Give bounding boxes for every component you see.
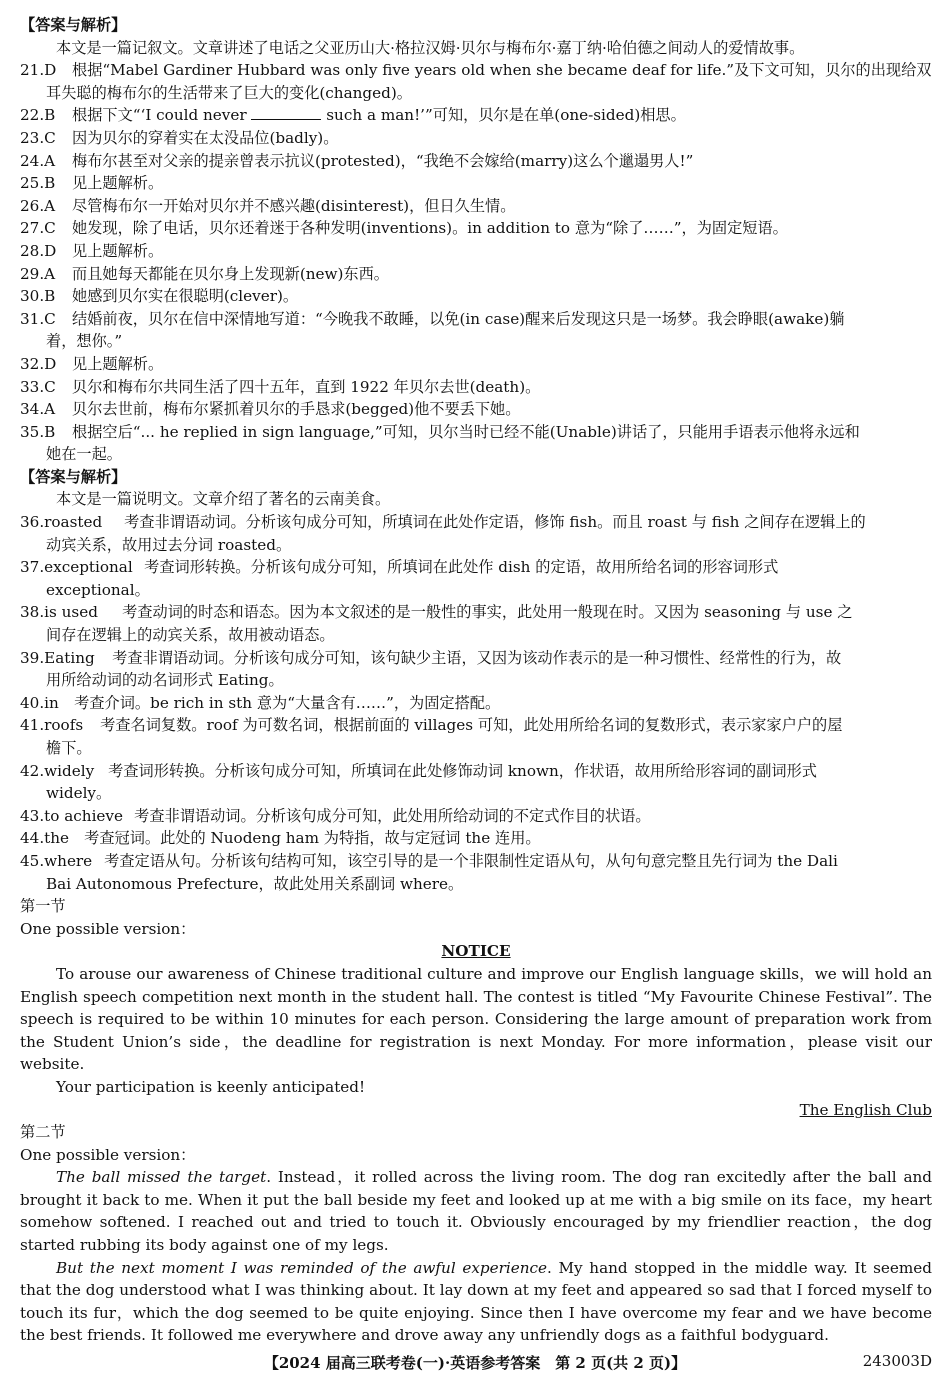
item-number: 26. [20,196,45,215]
answer-item-27 [20,217,932,240]
item-answer: C [44,128,56,147]
item-number: 27. [20,219,45,238]
item-explanation: 她感到贝尔实在很聪明(clever)。 [72,287,299,306]
item-answer: B [44,287,56,306]
item-number: 43. [20,806,45,825]
section1-answer-list [20,59,932,466]
answer-item-34 [20,398,932,421]
item-answer: A [44,400,56,419]
answer-item-42 [20,760,932,783]
item-answer: D [44,61,57,80]
answer-item-23 [20,127,932,150]
section2-heading: 【答案与解析】 [20,467,127,486]
item-explanation: 考查词形转换。分析该句成分可知，所填词在此处修饰动词 known，作状语，故用所给形容词的副词形式 [108,761,817,780]
item-number: 21. [20,61,45,80]
answer-item-40 [20,692,932,715]
item-answer: A [44,151,56,170]
item-explanation: 见上题解析。 [72,174,164,193]
item-continuation: 檐下。 [46,739,92,757]
item-explanation: 考查词形转换。分析该句成分可知，所填词在此处作 dish 的定语，故用所给名词的形容词形式 [144,558,779,577]
answer-item-29 [20,263,932,286]
item-number: 41. [20,716,45,735]
item-answer: where [44,851,93,870]
item-number: 24. [20,151,45,170]
item-explanation: 结婚前夜，贝尔在信中深情地写道：“今晚我不敢睡，以免(in case)醒来后发现这只是一场梦。我会睁眼(awake)躺 [72,309,845,328]
answer-item-24 [20,150,932,173]
story-body [20,1166,932,1347]
answer-item-45 [20,850,932,873]
item-explanation: 根据空后“... he replied in sign language,”可知，贝尔当时已经不能(Unable)讲话了，只能用手语表示他将永远和 [72,422,860,441]
item-answer: in [44,693,59,712]
item-continuation: 用所给动词的动名词形式 Eating。 [46,671,284,690]
item-number: 22. [20,106,45,125]
answer-item-44 [20,827,932,850]
item-explanation: 考查动词的时态和语态。因为本文叙述的是一般性的事实，此处用一般现在时。又因为 seasoning 与 use 之 [122,603,853,622]
answer-item-43 [20,805,932,828]
item-number: 31. [20,309,45,328]
notice-closing: Your participation is keenly anticipated! [56,1077,366,1096]
item-explanation: 尽管梅布尔一开始对贝尔并不感兴趣(disinterest)，但日久生情。 [72,196,516,215]
item-number: 28. [20,241,45,260]
item-answer: B [44,422,56,441]
item-answer: B [44,174,56,193]
item-continuation: Bai Autonomous Prefecture，故此处用关系副词 where。 [46,874,464,893]
answer-item-26 [20,195,932,218]
section1-intro: 本文是一篇记叙文。文章讲述了电话之父亚历山大·格拉汉姆·贝尔与梅布尔·嘉丁纳·哈伯德之间动人的爱情故事。 [56,38,805,57]
item-answer: D [44,354,57,373]
item-number: 45. [20,851,45,870]
answer-item-33 [20,376,932,399]
answer-item-35 [20,421,932,444]
item-continuation: widely。 [46,784,112,803]
item-number: 35. [20,422,45,441]
item-explanation: 见上题解析。 [72,354,164,373]
answer-item-41 [20,714,932,737]
item-explanation: 考查非谓语动词。分析该句成分可知，该句缺少主语，又因为该动作表示的是一种习惯性、经常性的行为，故 [112,648,842,667]
item-number: 42. [20,761,45,780]
item-continuation: 间存在逻辑上的动宾关系，故用被动语态。 [46,626,335,645]
item-answer: exceptional [44,558,133,577]
item-continuation: 动宾关系，故用过去分词 roasted。 [46,535,292,554]
item-answer: roasted [44,513,103,532]
story-paragraph-2: But the next moment I was reminded of the awful experience. My hand stopped in the middle way. It seemed that the dog understood what I was thinking about. It lay down at my feet and appeared so sad that I forced myself to touch its fur，which the dog seemed to be quite enjoying. Since then I have overcome my fear and we have become the best friends. It followed me everywhere and drove away any unfriendly dogs as a faithful bodyguard. [20,1258,932,1345]
item-number: 29. [20,264,45,283]
item-answer: C [44,219,56,238]
item-answer: C [44,309,56,328]
item-number: 30. [20,287,45,306]
notice-body [20,963,932,1099]
answer-item-25 [20,172,932,195]
item-explanation: 考查冠词。此处的 Nuodeng ham 为特指，故与定冠词 the 连用。 [84,829,541,848]
item-continuation: 着，想你。” [46,332,123,351]
writing2-label: 第二节 [20,1123,66,1142]
writing1-version: One possible version： [20,919,196,938]
item-explanation: 考查非谓语动词。分析该句成分可知，此处用所给动词的不定式作目的状语。 [134,806,651,825]
answer-item-39 [20,647,932,670]
answer-item-31 [20,308,932,331]
item-answer: A [44,264,56,283]
answer-item-32 [20,353,932,376]
section2-intro: 本文是一篇说明文。文章介绍了著名的云南美食。 [56,490,391,509]
item-number: 23. [20,128,45,147]
item-explanation: 根据“Mabel Gardiner Hubbard was only five years old when she became deaf for life.”及下文可知，贝尔的出现给双 [72,61,932,80]
item-explanation: 考查非谓语动词。分析该句成分可知，所填词在此处作定语，修饰 fish。而且 roast 与 fish 之间存在逻辑上的 [124,513,866,532]
item-answer: roofs [44,716,84,735]
item-answer: widely [44,761,95,780]
item-explanation: 她发现，除了电话，贝尔还着迷于各种发明(inventions)。in addition to 意为“除了……”，为固定短语。 [72,219,788,238]
notice-paragraph: To arouse our awareness of Chinese traditional culture and improve our English language skills，we will hold an English speech competition next month in the student hall. The contest is titled “My Favourite Chinese Festival”. The speech is required to be within 10 minutes for each person. Considering the large amount of preparation work from the Student Union’s side，the deadline for registration is next Monday. For more information，please visit our website. [20,964,932,1074]
item-continuation: 耳失聪的梅布尔的生活带来了巨大的变化(changed)。 [46,83,412,102]
answer-item-38 [20,601,932,624]
writing2-version: One possible version： [20,1145,196,1164]
section1-heading: 【答案与解析】 [20,16,127,34]
item-number: 33. [20,377,45,396]
item-number: 38. [20,603,45,622]
answer-item-36 [20,511,932,534]
writing1-label: 第一节 [20,897,66,916]
item-number: 37. [20,558,45,577]
answer-item-22 [20,104,932,127]
footer-title: 【2024 届高三联考卷(一)·英语参考答案 第 2 页(共 2 页)】 [263,1354,687,1372]
item-number: 44. [20,829,45,848]
story-paragraph-1: The ball missed the target. Instead，it rolled across the living room. The dog ran excitedly after the ball and brought it back to me. When it put the ball beside my feet and looked up at me with a big smile on its face，my heart somehow softened. I reached out and tried to touch it. Obviously encouraged by my friendlier reaction，the dog started rubbing its body against one of my legs. [20,1168,932,1255]
item-continuation: 她在一起。 [46,445,122,464]
item-answer: Eating [44,648,95,667]
item-number: 36. [20,513,45,532]
blank-line [251,105,321,120]
item-explanation: 根据下文“‘I could never such a man!’”可知，贝尔是在单(one-sided)相思。 [72,106,686,125]
item-explanation: 见上题解析。 [72,241,164,260]
section2-answer-list [20,511,932,895]
item-answer: B [44,106,56,125]
item-continuation: exceptional。 [46,580,150,599]
given-opening-sentence: But the next moment I was reminded of the awful experience [56,1258,548,1277]
item-number: 40. [20,693,45,712]
item-answer: C [44,377,56,396]
answer-item-28 [20,240,932,263]
item-number: 39. [20,648,45,667]
item-explanation: 贝尔和梅布尔共同生活了四十五年，直到 1922 年贝尔去世(death)。 [72,377,541,396]
item-explanation: 因为贝尔的穿着实在太没品位(badly)。 [72,128,339,147]
answer-item-30 [20,285,932,308]
notice-signature: The English Club [799,1100,932,1119]
answer-item-37 [20,556,932,579]
item-number: 25. [20,174,45,193]
notice-title: NOTICE [441,942,511,961]
answer-item-21 [20,59,932,82]
item-answer: the [44,829,70,848]
item-explanation: 考查介词。be rich in sth 意为“大量含有……”，为固定搭配。 [74,693,501,712]
item-answer: D [44,241,57,260]
item-answer: to achieve [44,806,123,825]
item-answer: is used [44,603,98,622]
item-number: 32. [20,354,45,373]
item-number: 34. [20,400,45,419]
footer-code: 243003D [862,1352,932,1370]
item-answer: A [44,196,56,215]
item-explanation: 考查定语从句。分析该句结构可知，该空引导的是一个非限制性定语从句，从句句意完整且先行词为 the Dali [104,851,838,870]
item-explanation: 梅布尔甚至对父亲的提亲曾表示抗议(protested)，“我绝不会嫁给(marry)这么个邋遢男人!” [72,151,694,170]
item-explanation: 贝尔去世前，梅布尔紧抓着贝尔的手恳求(begged)他不要丢下她。 [72,400,521,419]
answer-document [20,14,932,1347]
item-explanation: 而且她每天都能在贝尔身上发现新(new)东西。 [72,264,389,283]
given-opening-sentence: The ball missed the target [56,1168,267,1187]
item-explanation: 考查名词复数。roof 为可数名词，根据前面的 villages 可知，此处用所给名词的复数形式，表示家家户户的屋 [100,716,843,735]
